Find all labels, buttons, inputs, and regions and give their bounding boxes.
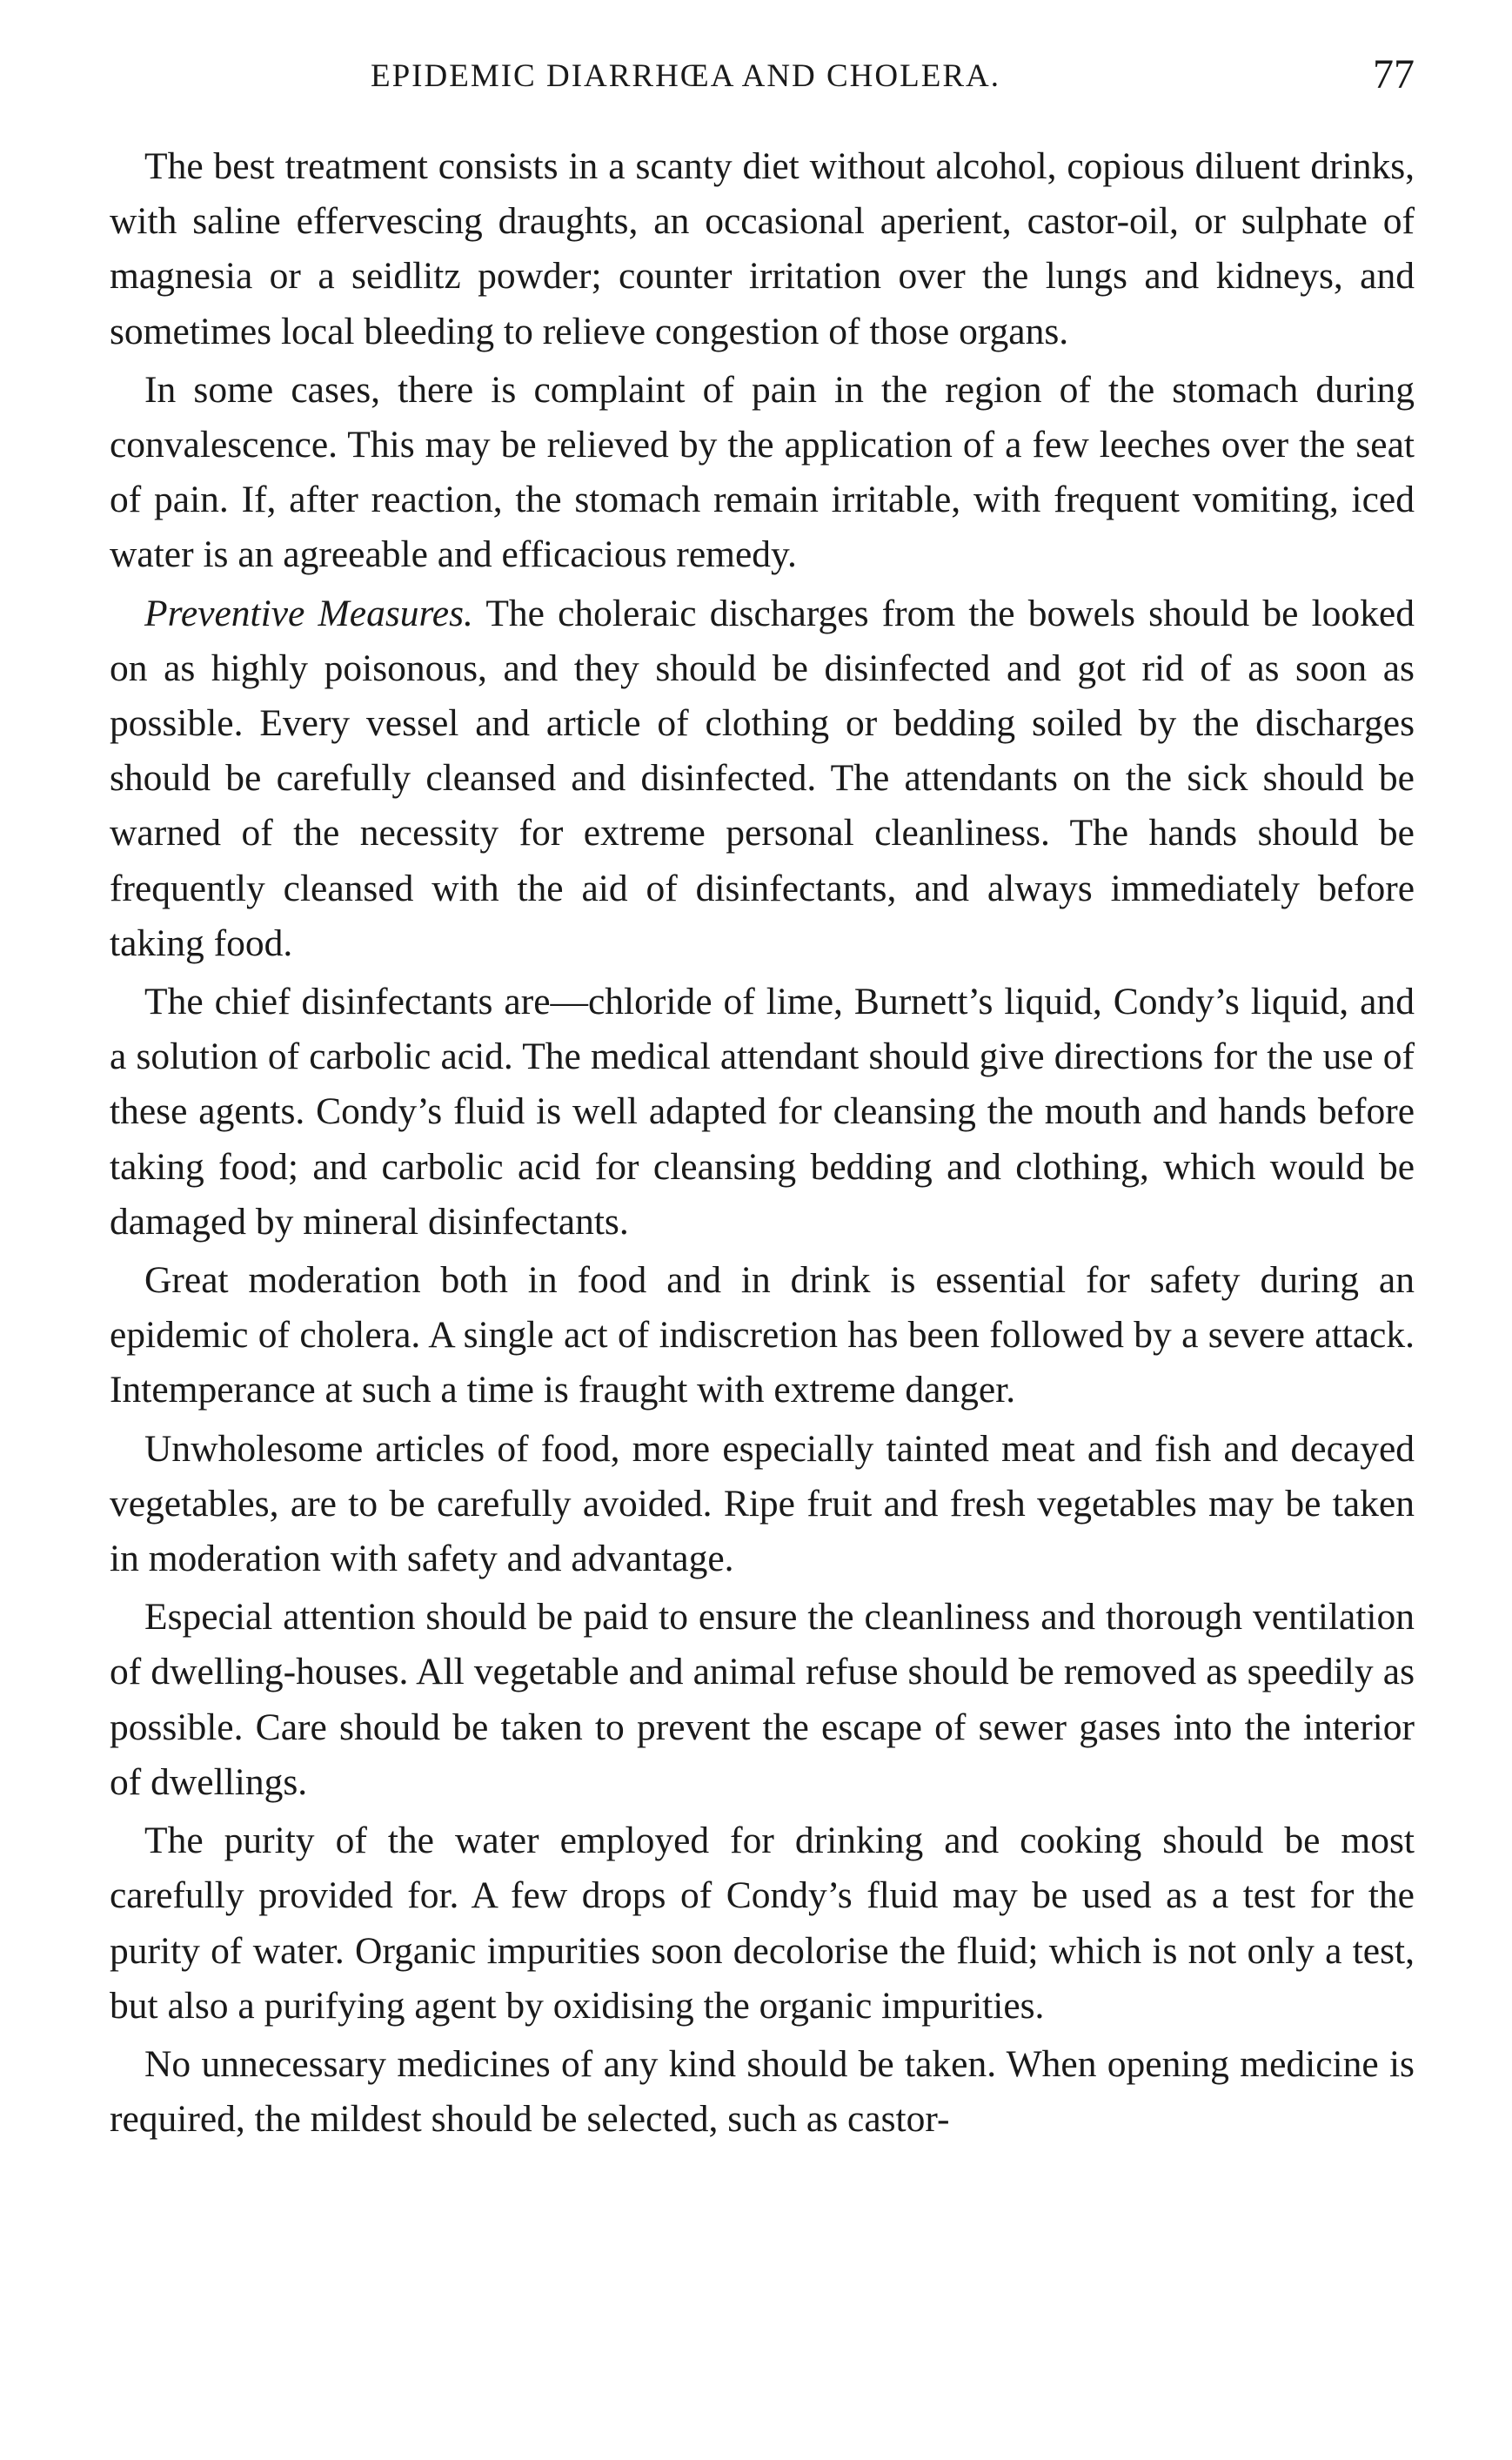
paragraph-disinfectants: The chief disinfectants are—chloride of lime, Burnett’s liquid, Condy’s liquid, and a solution of carbolic acid. The medical attendant should give directions for the use of these agents. Condy’s fluid is well adapted for cleansing the mouth and hands before taking food; and carbolic acid for cleansing bedding and clothing, which would be damaged by mineral disinfectants.	[110, 981, 1415, 1243]
page-number: 77	[1373, 51, 1415, 97]
paragraph-ventilation: Especial attention should be paid to ensure the cleanliness and thorough ventilation of dwelling-houses. All vegetable and animal refuse should be removed as speedily as possible. Care should be taken to prevent the escape of sewer gases into the interior of dwellings.	[110, 1596, 1415, 1803]
running-title: EPIDEMIC DIARRHŒA AND CHOLERA.	[371, 58, 1000, 94]
paragraph-moderation: Great moderation both in food and in drink is essential for safety during an epidemic of cholera. A single act of indiscretion has been followed by a severe attack. Intemperance at such a time is fraught with extreme danger.	[110, 1259, 1415, 1411]
paragraph-stomach-pain: In some cases, there is complaint of pain in the region of the stomach during convalescence. This may be relieved by the application of a few leeches over the seat of pain. If, after reaction, the stomach remain irritable, with frequent vomiting, iced water is an agreeable and efficacious remedy.	[110, 368, 1415, 576]
paragraph-medicines: No unnecessary medicines of any kind should be taken. When opening medicine is required, the mildest should be selected, such as castor-	[110, 2042, 1415, 2141]
book-page	[110, 50, 1415, 2150]
paragraph-preventive-measures-text: The choleraic discharges from the bowels should be looked on as highly poisonous, and they should be disinfected and got rid of as soon as possible. Every vessel and article of clothing or bedding soiled by the discharges should be carefully cleansed and disinfected. The attendants on the sick should be warned of the necessity for extreme personal cleanliness. The hands should be frequently cleansed with the aid of disinfectants, and always immediately before taking food.	[110, 592, 1415, 964]
running-head	[110, 50, 1415, 120]
paragraph-water-purity: The purity of the water employed for drinking and cooking should be most carefully provided for. A few drops of Condy’s fluid may be used as a test for the purity of water. Organic impurities soon decolorise the fluid; which is not only a test, but also a purifying agent by oxidising the organic impurities.	[110, 1820, 1415, 2027]
paragraph-preventive-measures	[110, 587, 1415, 971]
paragraph-treatment: The best treatment consists in a scanty diet without alcohol, copious diluent drinks, with saline effervescing draughts, an occasional aperient, castor-oil, or sulphate of magnesia or a seidlitz powder; counter irritation over the lungs and kidneys, and sometimes local bleeding to relieve congestion of those organs.	[110, 145, 1415, 352]
section-heading-preventive-measures: Preventive Measures.	[144, 592, 473, 634]
paragraph-unwholesome-food: Unwholesome articles of food, more especially tainted meat and fish and decayed vegetables, are to be carefully avoided. Ripe fruit and fresh vegetables may be taken in moderation with safety and advantage.	[110, 1427, 1415, 1580]
